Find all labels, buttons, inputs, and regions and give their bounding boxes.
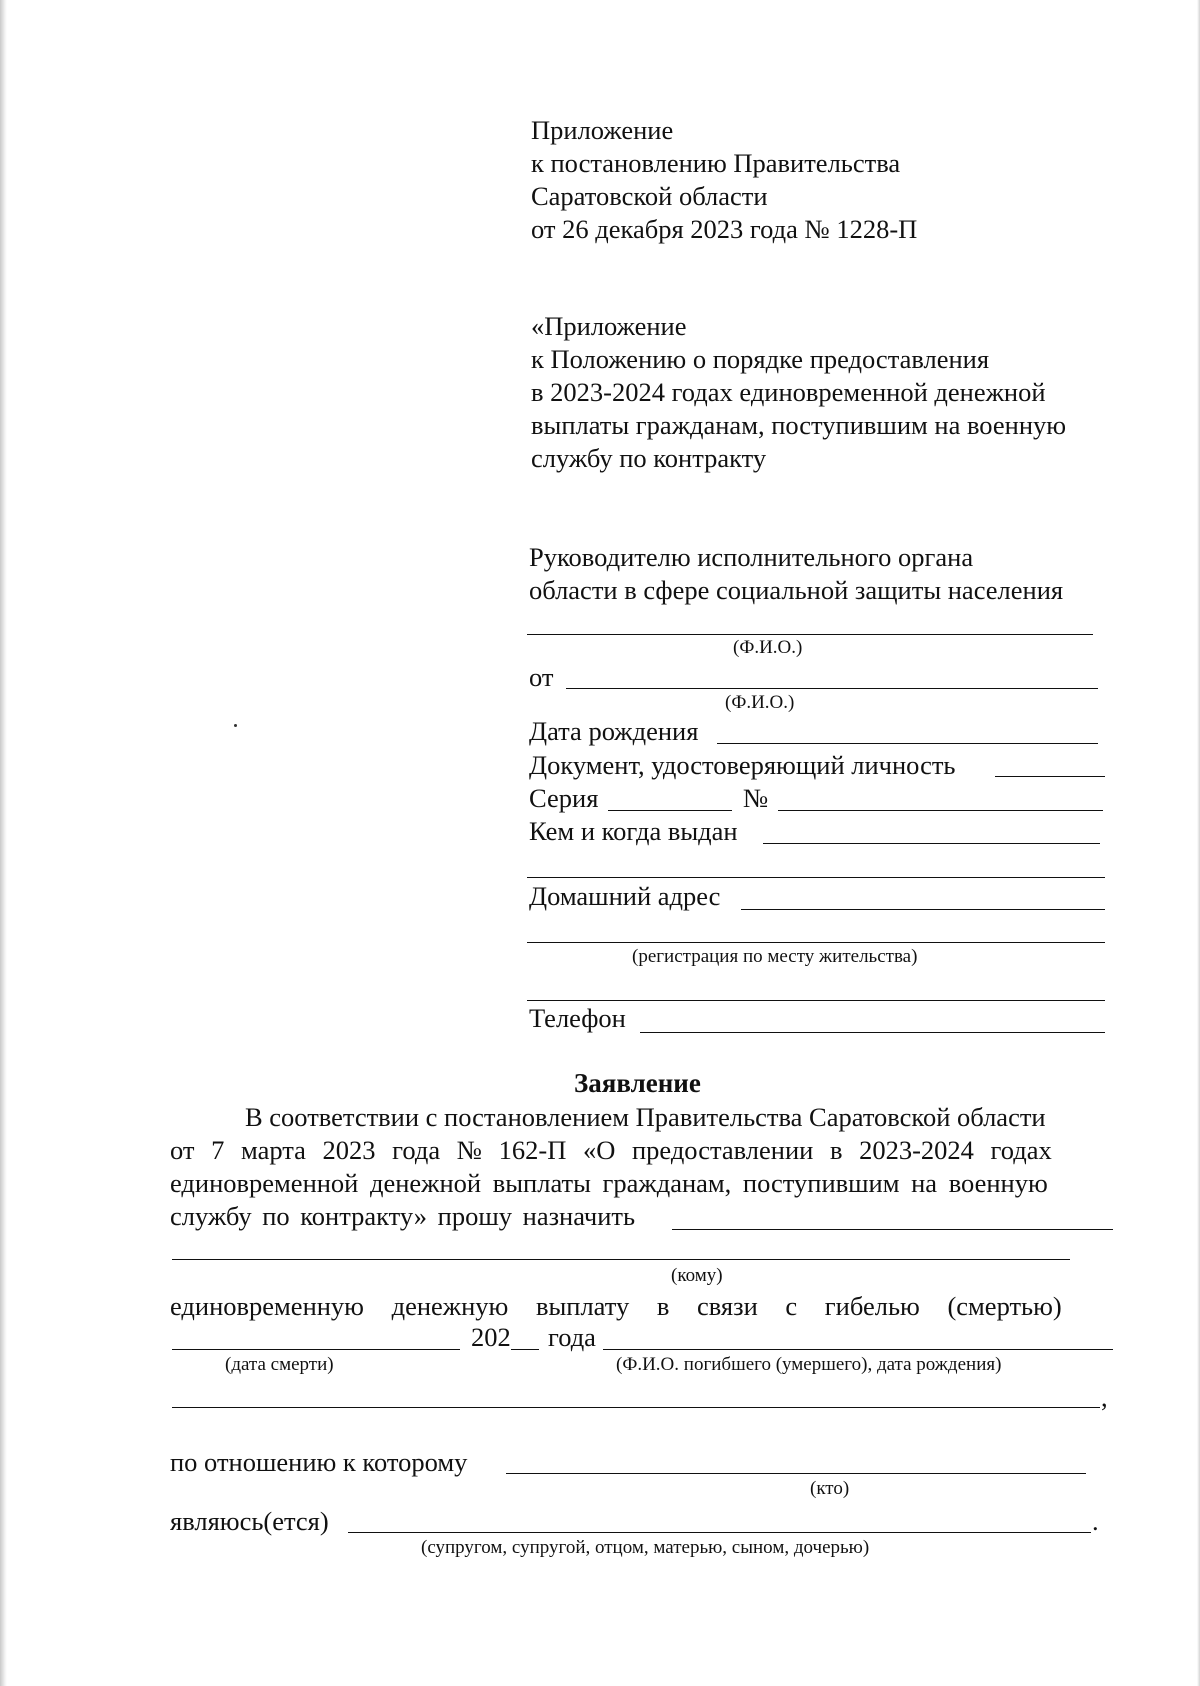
deceased-field-continued[interactable] xyxy=(172,1407,1100,1408)
phone-field[interactable] xyxy=(640,1032,1105,1033)
appendix-line-4: от 26 декабря 2023 года № 1228-П xyxy=(531,214,918,244)
statement-para-line-4: службу по контракту» прошу назначить xyxy=(170,1201,636,1231)
statement-para-line-3: единовременной денежной выплаты гражданам, поступившим на военную xyxy=(170,1168,1048,1198)
relation-label: по отношению к которому xyxy=(170,1447,468,1477)
death-date-field[interactable] xyxy=(172,1349,460,1350)
number-label: № xyxy=(743,783,769,813)
year-digit-field[interactable] xyxy=(511,1349,539,1350)
address-field-continued[interactable] xyxy=(527,942,1105,943)
address-field[interactable] xyxy=(741,909,1105,910)
address-field-extra[interactable] xyxy=(527,1000,1105,1001)
whom-caption: (кому) xyxy=(671,1265,723,1286)
issued-label: Кем и когда выдан xyxy=(529,816,738,846)
inner-appendix-line-2: к Положению о порядке предоставления xyxy=(531,344,990,374)
birth-date-field[interactable] xyxy=(717,743,1098,744)
recipient-field[interactable] xyxy=(672,1229,1113,1230)
relation-field[interactable] xyxy=(506,1473,1086,1474)
from-label: от xyxy=(529,662,554,692)
who-caption: (кто) xyxy=(810,1478,850,1499)
statement-para-line-1: В соответствии с постановлением Правительства Саратовской области xyxy=(245,1102,1046,1132)
head-fio-field[interactable] xyxy=(527,634,1093,635)
applicant-fio-field[interactable] xyxy=(566,688,1098,689)
addressee-line-1: Руководителю исполнительного органа xyxy=(529,542,974,572)
deceased-field[interactable] xyxy=(603,1349,1113,1350)
phone-label: Телефон xyxy=(529,1003,626,1033)
number-field[interactable] xyxy=(778,810,1103,811)
address-label: Домашний адрес xyxy=(529,881,721,911)
registration-caption: (регистрация по месту жительства) xyxy=(632,946,918,967)
comma: , xyxy=(1101,1382,1108,1412)
deceased-caption: (Ф.И.О. погибшего (умершего), дата рождения) xyxy=(616,1354,1002,1375)
recipient-field-continued[interactable] xyxy=(172,1259,1070,1260)
appendix-label: Приложение xyxy=(531,115,674,145)
inner-appendix-line-5: службу по контракту xyxy=(531,443,767,473)
series-label: Серия xyxy=(529,783,599,813)
scan-speck xyxy=(234,724,237,727)
appendix-line-3: Саратовской области xyxy=(531,181,768,211)
year-suffix: года xyxy=(548,1322,596,1352)
statement-title: Заявление xyxy=(574,1068,701,1098)
issued-field[interactable] xyxy=(763,843,1100,844)
inner-appendix-line-1: «Приложение xyxy=(531,311,687,341)
addressee-line-2: области в сфере социальной защиты населения xyxy=(529,575,1064,605)
year-prefix: 202 xyxy=(471,1322,511,1352)
period: . xyxy=(1092,1506,1099,1536)
kinship-caption: (супругом, супругой, отцом, матерью, сыном, дочерью) xyxy=(421,1537,870,1558)
payment-line: единовременную денежную выплату в связи с гибелью (смертью) xyxy=(170,1291,1062,1321)
id-document-field[interactable] xyxy=(995,776,1105,777)
statement-para-line-2: от 7 марта 2023 года № 162-П «О предоставлении в 2023-2024 годах xyxy=(170,1135,1052,1165)
kinship-field[interactable] xyxy=(348,1532,1091,1533)
id-document-label: Документ, удостоверяющий личность xyxy=(529,750,956,780)
series-field[interactable] xyxy=(608,810,732,811)
death-date-caption: (дата смерти) xyxy=(225,1354,334,1375)
fio-caption-1: (Ф.И.О.) xyxy=(733,637,803,658)
birth-date-label: Дата рождения xyxy=(529,716,699,746)
scan-edge-left xyxy=(0,0,7,1686)
iam-label: являюсь(ется) xyxy=(170,1506,329,1536)
inner-appendix-line-3: в 2023-2024 годах единовременной денежной xyxy=(531,377,1046,407)
inner-appendix-line-4: выплаты гражданам, поступившим на военную xyxy=(531,410,1067,440)
fio-caption-2: (Ф.И.О.) xyxy=(725,692,795,713)
appendix-line-2: к постановлению Правительства xyxy=(531,148,901,178)
issued-field-continued[interactable] xyxy=(527,877,1105,878)
